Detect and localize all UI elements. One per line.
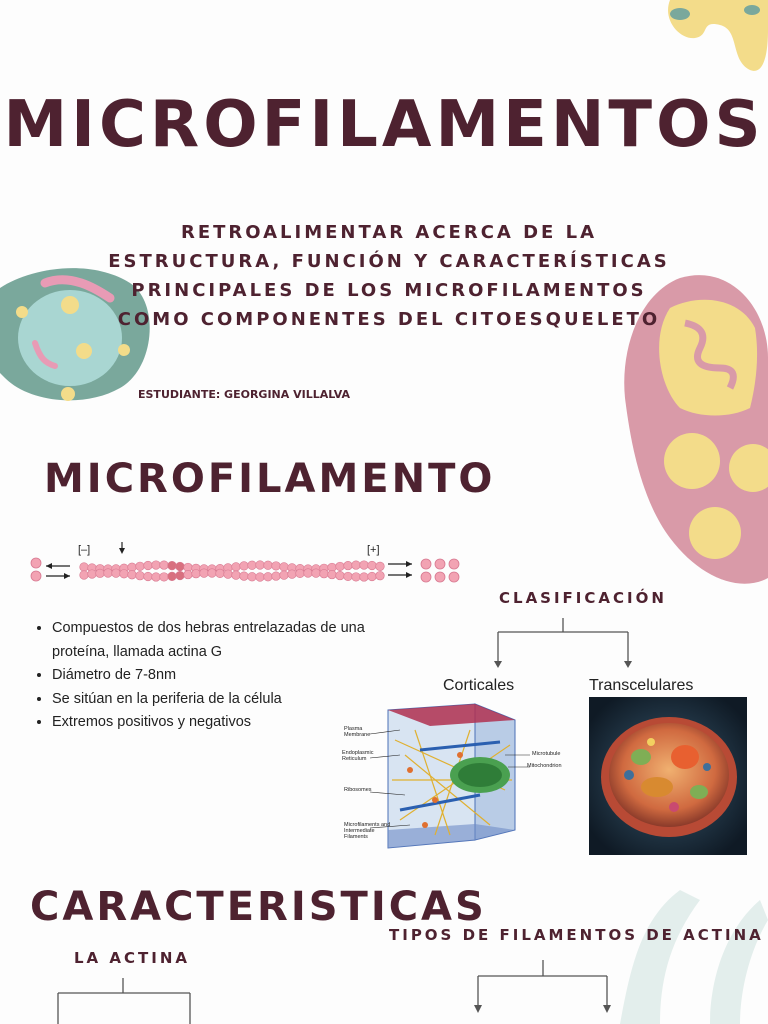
actin-bead — [344, 572, 353, 581]
actin-bead — [136, 562, 145, 571]
actin-bead — [336, 571, 345, 580]
actin-bead — [352, 561, 361, 570]
actin-bead — [248, 561, 257, 570]
actin-bead — [264, 572, 273, 581]
actin-bead — [256, 561, 265, 570]
label-plasma-membrane: Plasma Membrane — [344, 726, 371, 738]
section-caracteristicas-title: CARACTERISTICAS — [30, 884, 487, 930]
actin-bead — [80, 563, 89, 572]
actin-bead — [360, 573, 369, 582]
actin-bead — [232, 563, 241, 572]
actin-bead — [240, 572, 249, 581]
actin-bead — [224, 570, 233, 579]
actin-bead — [144, 572, 153, 581]
actin-bead — [88, 570, 97, 579]
actin-bead — [360, 561, 369, 570]
label-microtubule: Microtubule — [532, 751, 561, 757]
actin-bead — [376, 562, 385, 571]
classification-corticales: Corticales — [443, 677, 515, 694]
decor-top-right-blob — [640, 0, 768, 80]
actin-bead — [240, 562, 249, 571]
classification-tree-lines — [490, 618, 640, 670]
actin-bead — [288, 570, 297, 579]
list-item: • Se sitúan en la periferia de la célula — [52, 688, 372, 712]
actin-bead — [168, 561, 177, 570]
actin-bead — [280, 563, 289, 572]
actin-bead — [272, 562, 281, 571]
actin-bead — [152, 573, 161, 582]
actin-bead — [208, 569, 217, 578]
list-item: • Compuestos de dos hebras entrelazadas de una proteína, llamada actina G — [52, 617, 372, 664]
classification-transcelulares: Transcelulares — [589, 677, 694, 694]
label-ribosomes: Ribosomes — [344, 787, 372, 793]
label-endoplasmic-reticulum: Endoplasmic Reticulum — [342, 750, 374, 762]
actin-bead — [160, 573, 169, 582]
actin-bead — [152, 561, 161, 570]
actin-bead — [168, 572, 177, 581]
actin-bead — [200, 569, 209, 578]
actin-bead — [112, 569, 121, 578]
la-actina-heading: LA ACTINA — [74, 949, 190, 967]
actin-bead — [120, 570, 129, 579]
actin-bead — [344, 561, 353, 570]
tipos-tree-lines — [470, 960, 620, 1020]
cortical-cell-diagram — [340, 700, 580, 852]
actin-bead — [192, 569, 201, 578]
actin-bead — [232, 571, 241, 580]
list-item: • Extremos positivos y negativos — [52, 711, 372, 735]
actin-bead — [352, 573, 361, 582]
actin-bead — [216, 569, 225, 578]
tipos-filamentos-heading: TIPOS DE FILAMENTOS DE ACTINA — [389, 926, 764, 944]
actina-tree-lines — [50, 978, 200, 1024]
actin-bead — [336, 562, 345, 571]
actin-bead — [256, 573, 265, 582]
actin-bead — [328, 570, 337, 579]
transcellular-cell-image — [589, 697, 747, 855]
actin-bead — [320, 569, 329, 578]
label-mitochondrion: Mitochondrion — [527, 763, 562, 769]
actin-bead — [176, 571, 185, 580]
list-item: • Diámetro de 7-8nm — [52, 664, 372, 688]
filament-diagram — [28, 540, 468, 590]
actin-bead — [184, 570, 193, 579]
actin-bead — [144, 561, 153, 570]
section-microfilamento-title: MICROFILAMENTO — [44, 456, 496, 502]
plus-end-label: [+] — [367, 544, 380, 556]
student-name: ESTUDIANTE: GEORGINA VILLALVA — [138, 388, 351, 401]
label-microfilaments: Microfilaments and Intermediate Filaments — [344, 822, 391, 840]
actin-bead — [304, 569, 313, 578]
classification-heading: CLASIFICACIÓN — [499, 589, 667, 607]
actin-bead — [296, 569, 305, 578]
actin-bead — [376, 571, 385, 580]
actin-bead — [160, 561, 169, 570]
page-subtitle: RETROALIMENTAR ACERCA DE LA ESTRUCTURA, FUNCIÓN Y CARACTERÍSTICAS PRINCIPALES DE LOS MICROFILAMENTOS COMO COMPONENTES DEL CITOESQUELETO — [108, 222, 670, 330]
actin-bead — [96, 569, 105, 578]
microfilament-bullets — [32, 617, 372, 735]
actin-bead — [368, 561, 377, 570]
actin-bead — [128, 570, 137, 579]
actin-bead — [248, 572, 257, 581]
actin-bead — [80, 571, 89, 580]
actin-bead — [176, 562, 185, 571]
actin-bead — [368, 572, 377, 581]
page-title: MICROFILAMENTOS — [3, 88, 765, 162]
actin-bead — [104, 569, 113, 578]
actin-bead — [312, 569, 321, 578]
actin-bead — [272, 572, 281, 581]
actin-bead — [136, 571, 145, 580]
minus-end-label: [–] — [78, 544, 91, 556]
actin-bead — [264, 561, 273, 570]
actin-bead — [280, 571, 289, 580]
